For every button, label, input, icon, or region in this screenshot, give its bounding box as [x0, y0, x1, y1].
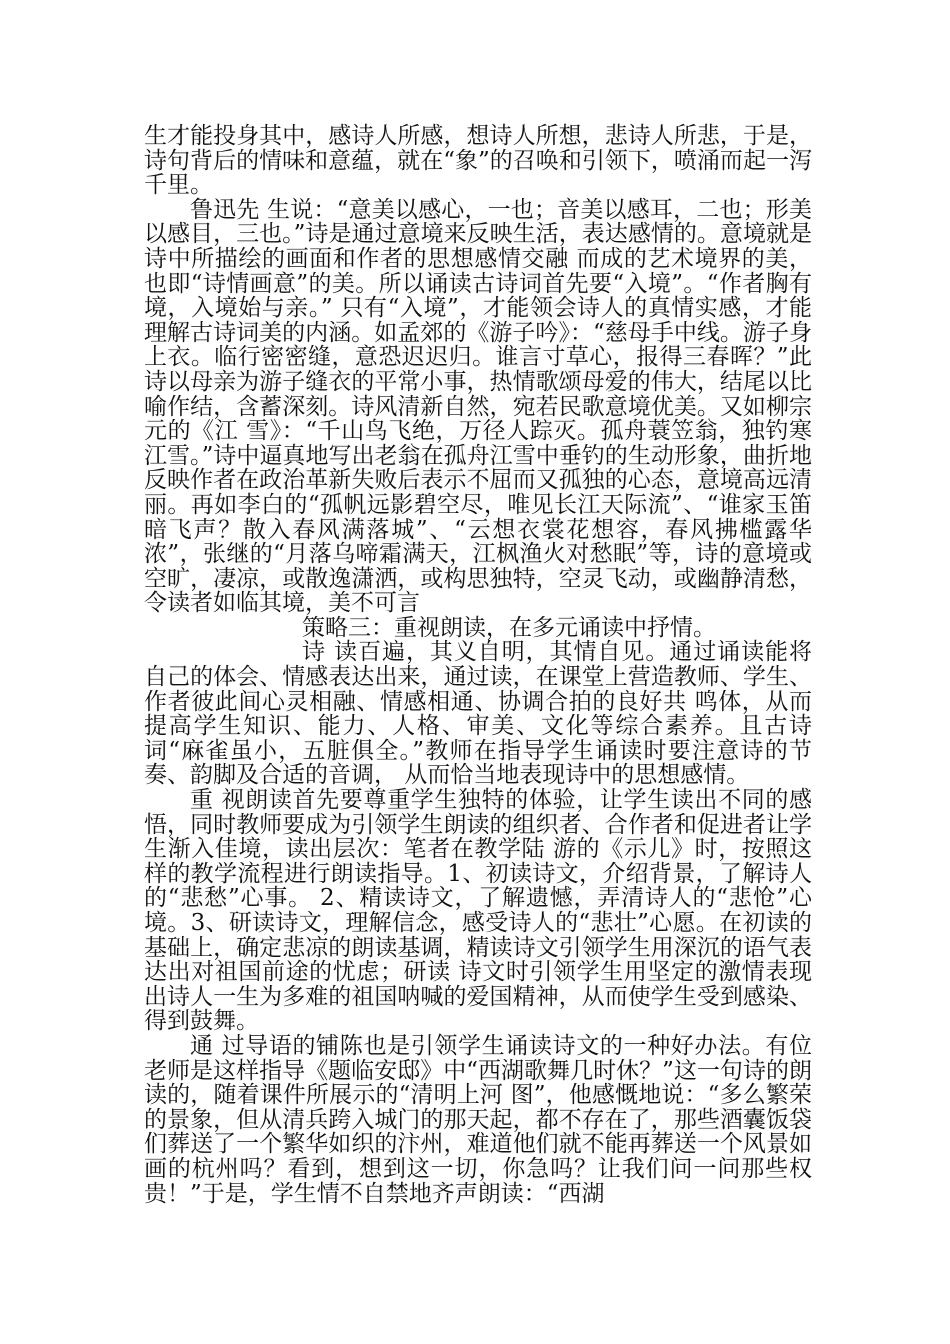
paragraph-introduction-guidance: 通 过导语的铺陈也是引领学生诵读诗文的一种好办法。有位老师是这样指导《题临安邸》中“西湖歌舞几时休？”这一句诗的朗读的，随着课件所展示的“清明上河 图”，他感慨地说：“多么繁荣的景象，但从清兵跨入城门的那天起，都不存在了，那些酒囊饭袋们葬送了一个繁华如织的汴州，难道他们就不能再葬送一个风景如 画的杭州吗？看到，想到这一切，你急吗？让我们问一问那些权贵！”于是，学生情不自禁地齐声朗读：“西湖 — [144, 1032, 812, 1207]
paragraph-reading-aloud: 重 视朗读首先要尊重学生独特的体验，让学生读出不同的感悟，同时教师要成为引领学生朗读的组织者、合作者和促进者让学生渐入佳境，读出层次：笔者在教学陆 游的《示儿》时，按照这样的教学流程进行朗读指导。1、初读诗文，介绍背景，了解诗人的“悲愁”心事。 2、精读诗文，了解遗憾，弄清诗人的“悲怆”心 境。3、研读诗文，理解信念，感受诗人的“悲壮”心愿。在初读的基础上，确定悲凉的朗读基调，精读诗文引领学生用深沉的语气表达出对祖国前途的忧虑；研读 诗文时引领学生用坚定的激情表现出诗人一生为多难的祖国呐喊的爱国精神，从而使学生受到感染、得到鼓舞。 — [144, 787, 812, 1035]
document-page — [144, 124, 812, 1206]
section-heading-strategy-three: 策略三：重视朗读，在多元诵读中抒情。 — [302, 614, 716, 641]
paragraph-recitation: 诗 读百遍，其义自明，其情自见。通过诵读能将自己的体会、情感表达出来，通过读，在课堂上营造教师、学生、作者彼此间心灵相融、情感相通、协调合拍的良好共 鸣体，从而提高学生知识、能力、人格、审美、文化等综合素养。且古诗词“麻雀虽小，五脏俱全。”教师在指导学生诵读时要注意诗的节奏、韵脚及合适的音调， 从而恰当地表现诗中的思想感情。 — [144, 639, 812, 789]
paragraph-continuation: 生才能投身其中，感诗人所感，想诗人所想，悲诗人所悲，于是，诗句背后的情味和意蕴，就在“象”的召唤和引领下，喷涌而起一泻千里。 — [144, 123, 812, 199]
paragraph-lu-xun-quote: 鲁迅先 生说：“意美以感心，一也；音美以感耳，二也；形美以感目，三也。”诗是通过意境来反映生活，表达感情的。意境就是诗中所描绘的画面和作者的思想感情交融 而成的艺术境界的美，也即“诗情画意”的美。所以诵读古诗词首先要“入境”。“作者胸有境，入境始与亲。” 只有“入境”，才能领会诗人的真情实感，才能理解古诗词美的内涵。如孟郊的《游子吟》：“慈母手中线。游子身上衣。临行密密缝，意恐迟迟归。谁言寸草心，报得三春晖？”此诗以母亲为游子缝衣的平常小事，热情歌颂母爱的伟大，结尾以比喻作结，含蓄深刻。诗风清新自然，宛若民歌意境优美。又如柳宗元的《江 雪》：“千山鸟飞绝，万径人踪灭。孤舟蓑笠翁，独钓寒江雪。”诗中逼真地写出老翁在孤舟江雪中垂钓的生动形象，曲折地反映作者在政治革新失败后表示不屈而又孤独的心态，意境高远清丽。再如李白的“孤帆远影碧空尽，唯见长江天际流”、“谁家玉笛暗飞声？散入春风满落城”、“云想衣裳花想容，春风拂槛露华 浓”，张继的“月落乌啼霜满天，江枫渔火对愁眠”等，诗的意境或空旷，凄凉，或散逸潇洒，或构思独特，空灵飞动，或幽静清愁，令读者如临其境，美不可言 — [144, 196, 812, 617]
